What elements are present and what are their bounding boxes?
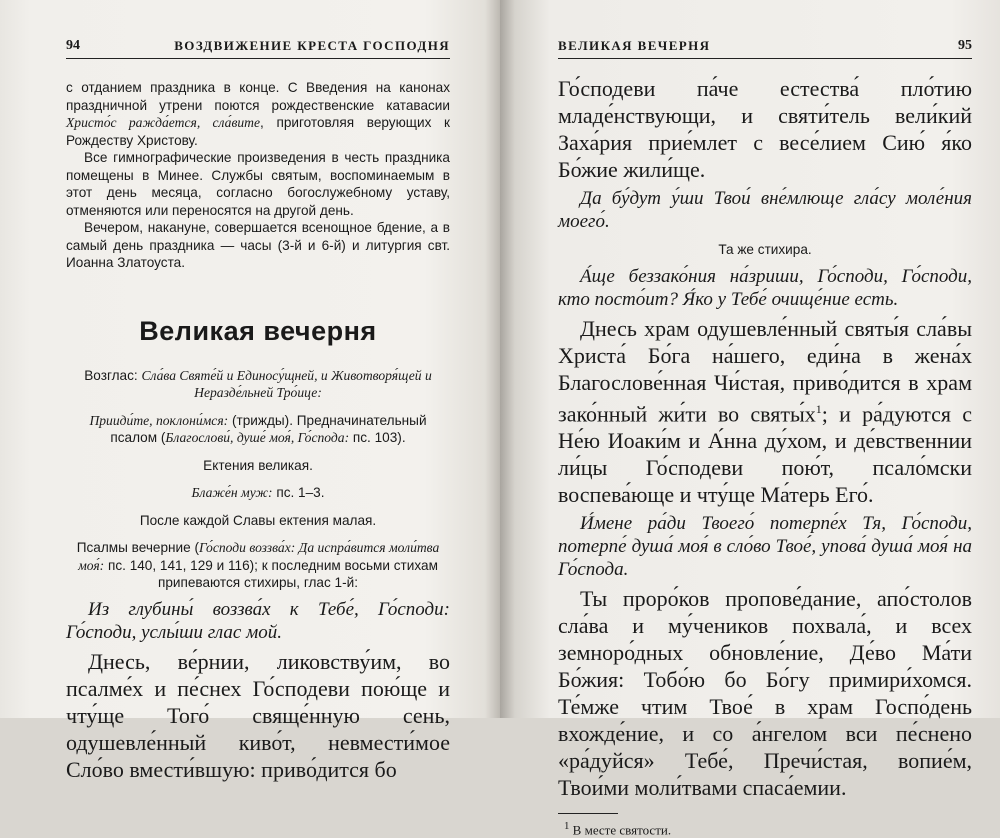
- rubric-ta-zhe: Та же стихира.: [718, 242, 812, 257]
- stichera-1: Днесь, ве́рнии, ликовству́им, во псалме́х и пе́снех Го́сподеви пою́ще и чту́ще Того́ свяще́нную сень, одушевле́нный киво́т, невмести́мое Сло́во вмести́вшую: приво́дится бо: [66, 648, 450, 782]
- left-page: [0, 0, 500, 782]
- section-heading: Великая вечерня: [139, 315, 377, 346]
- footnote-divider: [558, 813, 618, 814]
- right-page: [500, 0, 1000, 838]
- stichera-2: Днесь храм одушевле́нный святы́я сла́вы Христа́ Бо́га на́шего, еди́на в жена́х Благослове́нная Чи́стая, приво́дится в храм зако́нный жи́ти во $святы́х^1$; и ра́дуются с Не́ю Иоаки́м и А́нна ду́хом, и де́вственнии ли́цы Го́сподеви пою́т, псало́мски воспева́юще и чту́ще Ма́терь Его́.: [558, 315, 972, 507]
- footnote: $^1$ В месте святости.: [564, 819, 672, 838]
- intro-paragraph-1: с отданием праздника в конце. С Введения на канонах праздничной утрени поются рождественские катавасии Христо́с ражда́ется, сла́вите, приготовляя верующих к Рождеству Христову.: [66, 80, 450, 148]
- footnote-ref: 1: [815, 401, 822, 416]
- stichera-1-continuation: Го́сподеви па́че естества́ пло́тию младе́нствующи, и святи́тель вели́кий Заха́рия прие́млет с весе́лием Сию́ я́ко Бо́жие жили́ще.: [558, 76, 972, 182]
- rubric-blazhen: Блаже́н муж: пс. 1–3.: [191, 485, 325, 500]
- right-running-title: ВЕЛИКАЯ ВЕЧЕРНЯ: [558, 38, 711, 53]
- rubric-ektenia: Ектения великая.: [203, 457, 313, 473]
- rubric-posle: После каждой Славы ектения малая.: [139, 512, 377, 528]
- rubric-vozglas: Возглас: Сла́ва Святе́й и Единосу́щней, и Животворя́щей и Неразде́льней Тро́ице:: [84, 367, 432, 400]
- right-running-head: [558, 38, 972, 59]
- left-running-title: ВОЗДВИЖЕНИЕ КРЕСТА ГОСПОДНЯ: [174, 38, 450, 53]
- rubric-psalmy: Псалмы вечерние (Го́споди воззва́х: Да испра́вится моли́тва моя́: пс. 140, 141, 129 и 116); к последним восьми стихам припеваются стихиры, глас 1-й:: [76, 540, 440, 590]
- verse-da-budut: Да бу́дут у́ши Твои́ вне́млюще гла́су моле́ния моего́.: [558, 188, 972, 232]
- rubric-priidite: Прииди́те, поклони́мся: (трижды). Предначинательный псалом (Благослови́, душе́ моя́, Го́спода: пс. 103).: [89, 412, 427, 445]
- intro-paragraph-3: Вечером, накануне, совершается всенощное бдение, а в самый день праздника — часы (3-й и 6-й) и литургия свт. Иоанна Златоуста.: [66, 220, 450, 270]
- verse-imene-radi: И́мене ра́ди Твоего́ потерпе́х Тя, Го́споди, потерпе́ душа́ моя́ в сло́во Твое́, упова́ душа́ моя́ на Го́спода.: [558, 512, 972, 580]
- verse-iz-glubiny: Из глубины́ воззва́х к Тебе́, Го́споди: Го́споди, услы́ши глас мой.: [66, 598, 450, 643]
- intro-text: [66, 79, 450, 272]
- left-running-head: [66, 38, 450, 59]
- right-page-number: 95: [958, 38, 972, 53]
- intro-paragraph-2: Все гимнографические произведения в честь праздника помещены в Минее. Службы святым, воспоминаемым в этот день месяца, согласно богослужебному уставу, отменяются или переносятся на другой день.: [66, 150, 450, 218]
- left-page-number: 94: [66, 38, 80, 53]
- verse-ashche: А́ще беззако́ния на́зриши, Го́споди, Го́споди, кто посто́ит? Я́ко у Тебе́ очище́ние есть.: [558, 265, 972, 310]
- stichera-3: Ты проро́ков пропове́дание, апо́столов сла́ва и му́чеников похвала́, и всех земноро́дных обновле́ние, Де́во Ма́ти Бо́жия: Тобо́ю бо Бо́гу примири́хомся. Те́мже чтим Твое́ в храм Госпо́день вхожде́ние, и со а́нгелом вси пе́снено «ра́дуйся» Тебе́, Пречи́стая, вопие́м, Твои́ми моли́твами спаса́емии.: [558, 585, 972, 800]
